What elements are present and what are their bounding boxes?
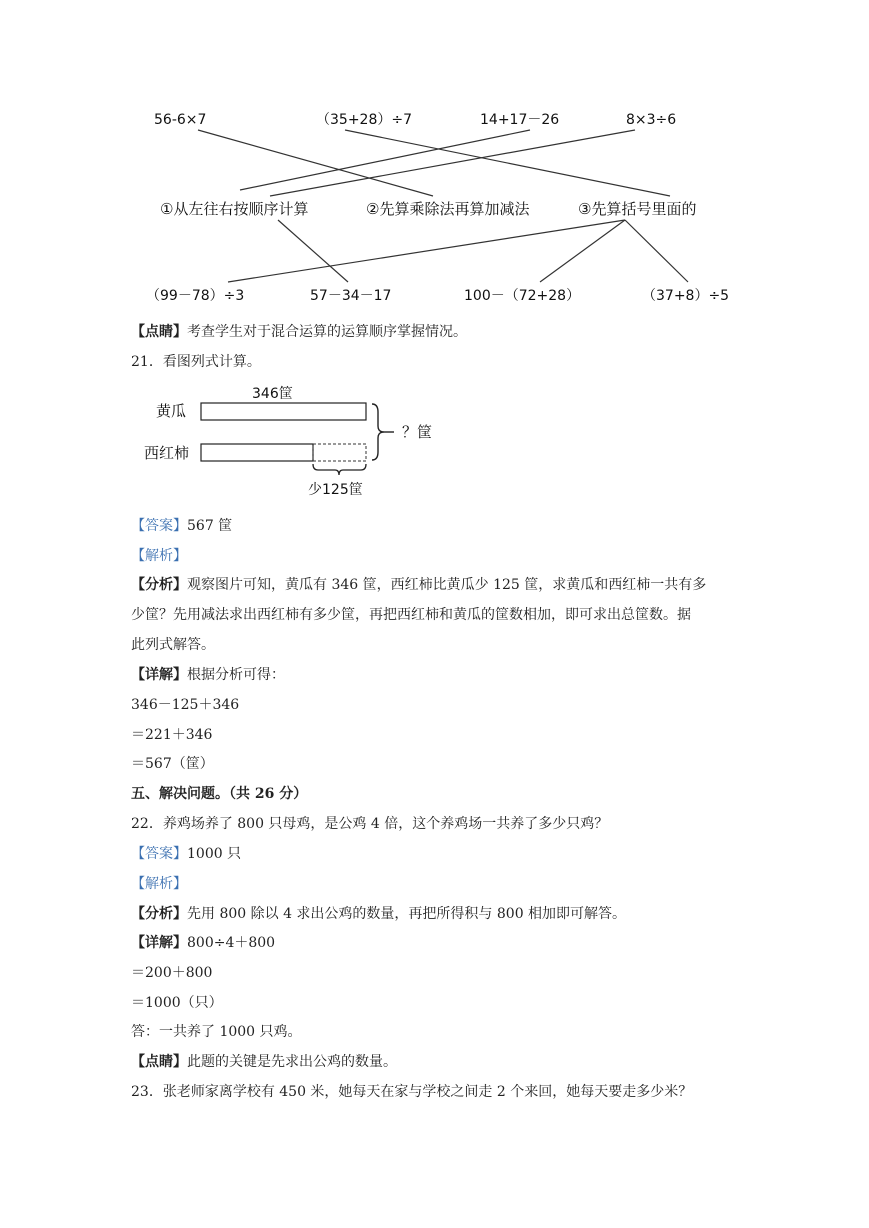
q23-stem: 23．张老师家离学校有 450 米，她每天在家与学校之间走 2 个来回，她每天要走多少米？ [131, 1084, 693, 1100]
tomato-bar [201, 444, 313, 461]
less-brace [313, 464, 366, 475]
cucumber-label: 黄瓜 [156, 402, 187, 420]
fenxi-text: 先用 800 除以 4 求出公鸡的数量，再把所得积与 800 相加即可解答。 [187, 906, 627, 922]
match-line-8 [625, 220, 688, 282]
q21-analysis-tag: 【解析】 [131, 548, 187, 564]
match-line-3 [240, 130, 530, 190]
expr-bottom-1: （99－78）÷3 [146, 288, 245, 304]
total-brace [372, 404, 384, 460]
xiangjie-tag: 【详解】 [131, 667, 187, 683]
match-line-7 [540, 220, 625, 282]
expr-top-4: 8×3÷6 [626, 112, 677, 128]
expr-top-1: 56-6×7 [154, 112, 207, 128]
match-line-6 [228, 220, 625, 282]
rule-3: ③先算括号里面的 [578, 200, 697, 218]
rule-2: ②先算乘除法再算加减法 [366, 200, 530, 218]
expr-bottom-4: （37+8）÷5 [642, 288, 730, 304]
bar-diagram [140, 382, 450, 504]
cucumber-bar [201, 403, 366, 420]
matching-diagram [130, 100, 750, 310]
expr-bottom-3: 100－（72+28） [464, 288, 581, 304]
match-line-4 [270, 130, 635, 196]
top-value-label: 346筐 [252, 386, 293, 402]
q20-dianjing [131, 321, 467, 341]
q21-step-1: 346－125＋346 [131, 697, 240, 713]
dianjing-tag: 【点睛】 [131, 1054, 187, 1070]
q21-step-2: ＝221＋346 [131, 727, 213, 743]
dianjing-text: 考查学生对于混合运算的运算顺序掌握情况。 [187, 324, 467, 340]
question-label: ？筐 [402, 423, 433, 441]
q21-fenxi-line-1 [131, 574, 706, 594]
q22-step-1: ＝200＋800 [131, 965, 213, 981]
dianjing-text: 此题的关键是先求出公鸡的数量。 [187, 1054, 397, 1070]
answer-text: 567 筐 [187, 518, 233, 534]
tomato-label: 西红柿 [144, 444, 190, 462]
expr-bottom-2: 57－34－17 [310, 288, 392, 304]
xiangjie-text: 根据分析可得： [187, 667, 285, 683]
expr-top-2: （35+28）÷7 [316, 112, 412, 128]
fenxi-text-1: 观察图片可知，黄瓜有 346 筐，西红柿比黄瓜少 125 筐，求黄瓜和西红柿一共有多 [187, 577, 707, 593]
rule-1: ①从左往右按顺序计算 [160, 200, 309, 218]
q21-step-3: ＝567（筐） [131, 756, 214, 772]
q22-fenxi [131, 903, 626, 923]
tomato-missing-part [313, 444, 366, 461]
dianjing-tag: 【点睛】 [131, 324, 187, 340]
q21-stem: 21．看图列式计算。 [131, 354, 261, 370]
expr-top-3: 14+17－26 [480, 112, 560, 128]
answer-tag: 【答案】 [131, 846, 187, 862]
q22-reply: 答：一共养了 1000 只鸡。 [131, 1024, 302, 1040]
section-5-heading: 五、解决问题。（共 26 分） [131, 786, 308, 802]
fenxi-tag: 【分析】 [131, 906, 187, 922]
q21-fenxi-line-2: 少筐？先用减法求出西红柿有多少筐，再把西红柿和黄瓜的筐数相加，即可求出总筐数。据 [131, 607, 691, 623]
q22-analysis-tag: 【解析】 [131, 876, 187, 892]
q22-dianjing [131, 1051, 397, 1071]
q21-fenxi-line-3: 此列式解答。 [131, 637, 215, 653]
q21-xiangjie [131, 664, 285, 684]
answer-tag: 【答案】 [131, 518, 187, 534]
xiangjie-text: 800÷4＋800 [187, 935, 276, 951]
match-line-1 [198, 130, 433, 196]
less-value-label: 少125筐 [308, 482, 363, 498]
q22-step-2: ＝1000（只） [131, 995, 223, 1011]
match-line-2 [345, 130, 670, 196]
q22-xiangjie [131, 932, 275, 952]
q22-stem: 22．养鸡场养了 800 只母鸡，是公鸡 4 倍，这个养鸡场一共养了多少只鸡？ [131, 816, 609, 832]
q21-answer [131, 515, 232, 535]
answer-text: 1000 只 [187, 846, 242, 862]
q22-answer [131, 843, 241, 863]
fenxi-tag: 【分析】 [131, 577, 187, 593]
xiangjie-tag: 【详解】 [131, 935, 187, 951]
